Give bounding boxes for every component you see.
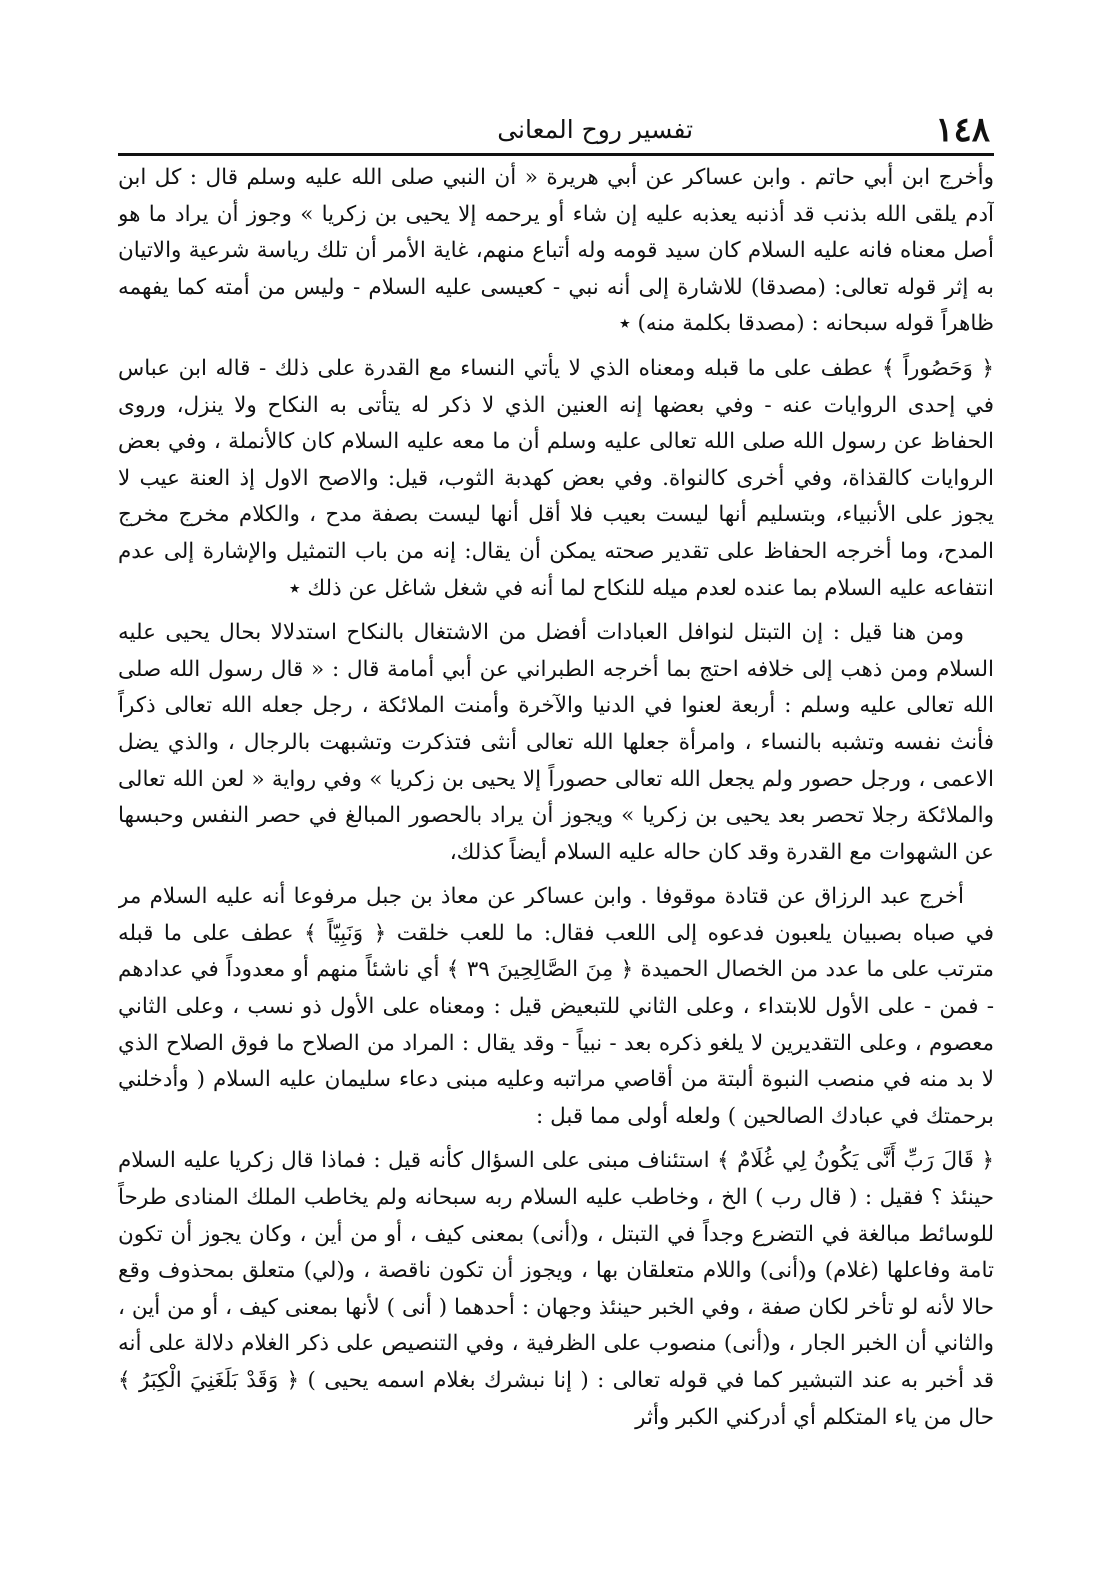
paragraph-2: ﴿ وَحَصُوراً ﴾ عطف على ما قبله ومعناه الذي لا يأتي النساء مع القدرة على ذلك - قاله ابن عباس في إحدى الروايات عنه - وفي بعضها إنه العنين الذي لا ذكر له يتأتى به النكاح ولا ينزل، وروى الحفاظ عن رسول الله صلى الله تعالى عليه وسلم أن ما معه عليه السلام كان كالأنملة ، وفي بعض الروايات كالقذاة، وفي أخرى كالنواة. وفي بعض كهدبة الثوب، قيل: والاصح الاول إذ العنة عيب لا يجوز على الأنبياء، وبتسليم أنها ليست بعيب فلا أقل أنها ليست بصفة مدح ، والكلام مخرج مخرج المدح، وما أخرجه الحفاظ على تقدير صحته يمكن أن يقال: إنه من باب التمثيل والإشارة إلى عدم انتفاعه عليه السلام بما عنده لعدم ميله للنكاح لما أنه في شغل شاغل عن ذلك ٭ [118, 355, 994, 601]
page-number: ١٤٨ [935, 110, 990, 150]
paragraph-4: أخرج عبد الرزاق عن قتادة موقوفا . وابن عساكر عن معاذ بن جبل مرفوعا أنه عليه السلام مر في صباه بصبيان يلعبون فدعوه إلى اللعب فقال: ما للعب خلقت ﴿ وَنَبِيّاً ﴾ عطف على ما قبله مترتب على ما عدد من الخصال الحميدة ﴿ مِنَ الصَّالِحِينَ ٣٩ ﴾ أي ناشئاً منهم أو معدوداً في عدادهم - فمن - على الأول للابتداء ، وعلى الثاني للتبعيض قيل : ومعناه على الأول ذو نسب ، وعلى الثاني معصوم ، وعلى التقديرين لا يلغو ذكره بعد - نبياً - وقد يقال : المراد من الصلاح ما فوق الصلاح الذي لا بد منه في منصب النبوة ألبتة من أقاصي مراتبه وعليه مبنى دعاء سليمان عليه السلام ( وأدخلني برحمتك في عبادك الصالحين ) ولعله أولى مما قبل : [118, 884, 994, 1129]
paragraph-5: ﴿ قَالَ رَبِّ أَنَّى يَكُونُ لِي غُلَامٌ ﴾ استئناف مبنى على السؤال كأنه قيل : فماذا قال زكريا عليه السلام حينئذ ؟ فقيل : ( قال رب ) الخ ، وخاطب عليه السلام ربه سبحانه ولم يخاطب الملك المنادى طرحاً للوسائط مبالغة في التضرع وجداً في التبتل ، و(أنى) بمعنى كيف ، أو من أين ، وكان يجوز أن تكون تامة وفاعلها (غلام) و(أنى) واللام متعلقان بها ، ويجوز أن تكون ناقصة ، و(لي) متعلق بمحذوف وقع حالا لأنه لو تأخر لكان صفة ، وفي الخبر حينئذ وجهان : أحدهما ( أنى ) لأنها بمعنى كيف ، أو من أين ، والثاني أن الخبر الجار ، و(أنى) منصوب على الظرفية ، وفي التنصيص على ذكر الغلام دلالة على أنه قد أخبر به عند التبشير كما في قوله تعالى : ( إنا نبشرك بغلام اسمه يحيى ) ﴿ وَقَدْ بَلَغَنِيَ الْكِبَرُ ﴾ حال من ياء المتكلم أي أدركني الكبر وأثر [118, 1148, 994, 1430]
paragraph-1: وأخرج ابن أبي حاتم . وابن عساكر عن أبي هريرة « أن النبي صلى الله عليه وسلم قال : كل ابن آدم يلقى الله بذنب قد أذنبه يعذبه عليه إن شاء أو يرحمه إلا يحيى بن زكريا » وجوز أن يراد ما هو أصل معناه فانه عليه السلام كان سيد قومه وله أتباع منهم، غاية الأمر أن تلك رياسة شرعية والاتيان به إثر قوله تعالى: (مصدقا) للاشارة إلى أنه نبي - كعيسى عليه السلام - وليس من أمته كما يفهمه ظاهراً قوله سبحانه : (مصدقا بكلمة منه) ٭ [118, 165, 994, 337]
page-body [118, 160, 994, 1570]
header-rule [118, 153, 994, 156]
page-header [118, 108, 994, 158]
paragraph-3: ومن هنا قيل : إن التبتل لنوافل العبادات أفضل من الاشتغال بالنكاح استدلالا بحال يحيى عليه السلام ومن ذهب إلى خلافه احتج بما أخرجه الطبراني عن أبي أمامة قال : « قال رسول الله صلى الله تعالى عليه وسلم : أربعة لعنوا في الدنيا والآخرة وأمنت الملائكة ، رجل جعله الله تعالى ذكراً فأنث نفسه وتشبه بالنساء ، وامرأة جعلها الله تعالى أنثى فتذكرت وتشبهت بالرجال ، والذي يضل الاعمى ، ورجل حصور ولم يجعل الله تعالى حصوراً إلا يحيى بن زكريا » وفي رواية « لعن الله تعالى والملائكة رجلا تحصر بعد يحيى بن زكريا » ويجوز أن يراد بالحصور المبالغ في حصر النفس وحبسها عن الشهوات مع القدرة وقد كان حاله عليه السلام أيضاً كذلك، [118, 620, 994, 865]
running-title: تفسير روح المعانى [497, 115, 694, 144]
